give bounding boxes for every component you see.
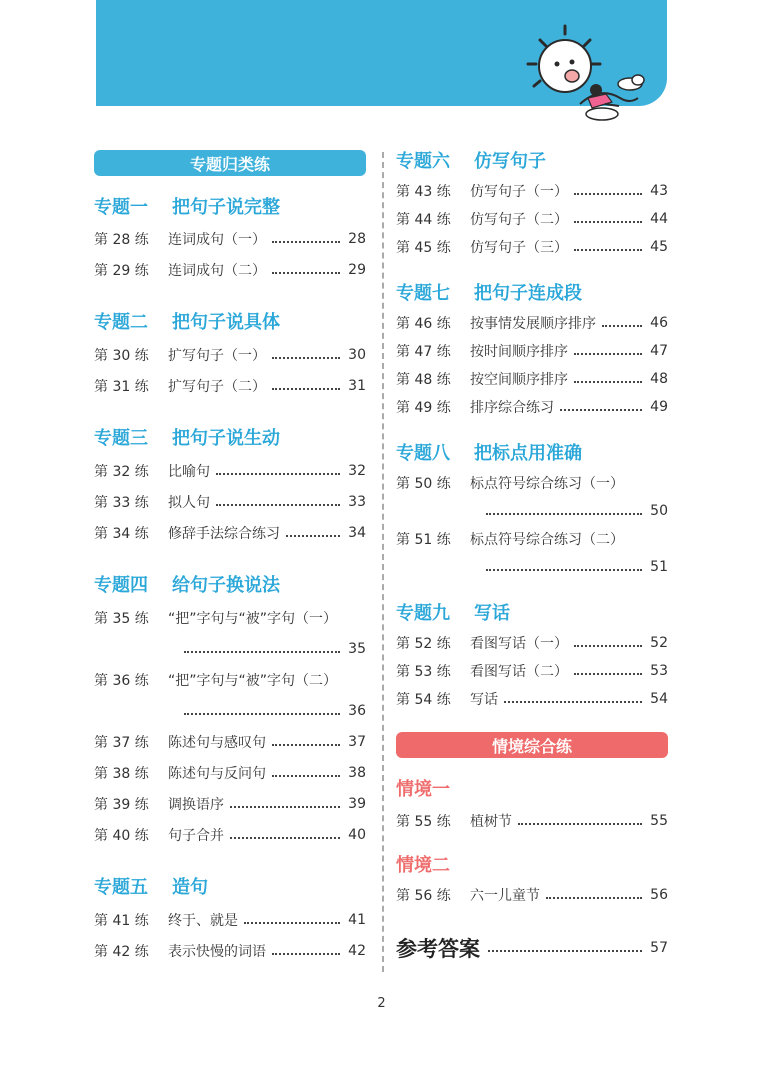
topic-heading: [94, 427, 366, 451]
lesson-title: 句子合并: [168, 828, 224, 844]
page-ref: 48: [650, 371, 668, 387]
toc-entry[interactable]: [396, 396, 668, 418]
dot-leader: [560, 409, 642, 411]
page-ref: 28: [348, 231, 366, 247]
topic-number: 专题二: [94, 312, 148, 333]
page-ref: 49: [650, 399, 668, 415]
lesson-number: 第 29 练: [94, 263, 149, 279]
dot-leader: [244, 922, 340, 924]
lesson-number: 第 30 练: [94, 348, 149, 364]
section-banner-topics: 专题归类练: [94, 150, 366, 176]
section-banner-scenes: 情境综合练: [396, 732, 668, 758]
topic-number: 专题七: [396, 283, 450, 304]
toc-entry[interactable]: [94, 669, 366, 691]
lesson-number: 第 37 练: [94, 735, 149, 751]
lesson-title: 修辞手法综合练习: [168, 526, 280, 542]
page-ref: 40: [348, 827, 366, 843]
dot-leader: [504, 701, 642, 703]
toc-entry[interactable]: [396, 528, 668, 550]
topic-title: 把标点用准确: [474, 443, 582, 464]
dot-leader: [546, 897, 642, 899]
page-ref: 47: [650, 343, 668, 359]
page-ref: 30: [348, 347, 366, 363]
page-ref: 52: [650, 635, 668, 651]
page-ref: 46: [650, 315, 668, 331]
lesson-title: “把”字句与“被”字句（二）: [168, 673, 338, 689]
dot-leader: [184, 651, 340, 653]
page-ref: 56: [650, 887, 668, 903]
lesson-title: 排序综合练习: [470, 400, 554, 416]
toc-entry[interactable]: [396, 810, 668, 832]
lesson-number: 第 34 练: [94, 526, 149, 542]
lesson-number: 第 50 练: [396, 476, 451, 492]
lesson-number: 第 28 练: [94, 232, 149, 248]
topic-heading: [94, 311, 366, 335]
lesson-title: 看图写话（一）: [470, 636, 568, 652]
page-ref: 29: [348, 262, 366, 278]
answers-title: 参考答案: [396, 937, 480, 961]
toc-entry[interactable]: [396, 208, 668, 230]
topic-number: 专题一: [94, 197, 148, 218]
left-column: [94, 150, 366, 962]
toc-entry[interactable]: [94, 909, 366, 931]
lesson-number: 第 53 练: [396, 664, 451, 680]
topic-heading: [396, 602, 668, 626]
dot-leader: [574, 353, 642, 355]
dot-leader: [272, 953, 340, 955]
lesson-title: 仿写句子（一）: [470, 184, 568, 200]
lesson-title: 仿写句子（三）: [470, 240, 568, 256]
topic-heading: [396, 150, 668, 174]
lesson-number: 第 55 练: [396, 814, 451, 830]
topic-heading: [94, 876, 366, 900]
topic-number: 专题五: [94, 877, 148, 898]
dot-leader: [216, 473, 340, 475]
lesson-number: 第 39 练: [94, 797, 149, 813]
toc-entry-continuation: [396, 556, 668, 578]
lesson-number: 第 42 练: [94, 944, 149, 960]
dot-leader: [216, 504, 340, 506]
page-ref: 42: [348, 943, 366, 959]
dot-leader: [574, 645, 642, 647]
toc-entry[interactable]: [94, 824, 366, 846]
page-ref: 44: [650, 211, 668, 227]
dot-leader: [230, 837, 340, 839]
lesson-title: 按时间顺序排序: [470, 344, 568, 360]
toc-entry[interactable]: [396, 312, 668, 334]
dot-leader: [272, 357, 340, 359]
lesson-title: 连词成句（二）: [168, 263, 266, 279]
page-ref: 51: [650, 559, 668, 575]
dot-leader: [488, 950, 642, 952]
lesson-title: 标点符号综合练习（一）: [470, 476, 624, 492]
topic-number: 专题四: [94, 575, 148, 596]
lesson-title: 比喻句: [168, 464, 210, 480]
dot-leader: [486, 513, 642, 515]
topic-title: 把句子说具体: [172, 312, 280, 333]
scene-heading: 情境二: [396, 855, 450, 876]
lesson-title: 按事情发展顺序排序: [470, 316, 596, 332]
toc-entry[interactable]: [94, 940, 366, 962]
toc-entry[interactable]: [396, 660, 668, 682]
topic-title: 写话: [474, 603, 510, 624]
lesson-title: 陈述句与感叹句: [168, 735, 266, 751]
dot-leader: [574, 381, 642, 383]
lesson-title: “把”字句与“被”字句（一）: [168, 611, 338, 627]
lesson-number: 第 56 练: [396, 888, 451, 904]
sun-mascot-illustration: [510, 18, 660, 128]
page-ref: 33: [348, 494, 366, 510]
page-ref: 35: [348, 641, 366, 657]
topic-title: 仿写句子: [474, 151, 546, 172]
toc-entry[interactable]: [396, 472, 668, 494]
toc-entry[interactable]: [396, 688, 668, 710]
toc-entry[interactable]: [396, 368, 668, 390]
lesson-number: 第 47 练: [396, 344, 451, 360]
lesson-title: 植树节: [470, 814, 512, 830]
toc-entry[interactable]: [396, 340, 668, 362]
toc-entry[interactable]: [396, 632, 668, 654]
topic-number: 专题九: [396, 603, 450, 624]
dot-leader: [574, 673, 642, 675]
dot-leader: [272, 272, 340, 274]
page-ref: 45: [650, 239, 668, 255]
toc-entry-continuation: [396, 500, 668, 522]
toc-entry[interactable]: [94, 259, 366, 281]
topic-title: 把句子说完整: [172, 197, 280, 218]
scene-heading: 情境一: [396, 779, 450, 800]
toc-entry[interactable]: [396, 236, 668, 258]
lesson-title: 连词成句（一）: [168, 232, 266, 248]
topic-heading: [396, 282, 668, 306]
topic-heading: [396, 442, 668, 466]
dot-leader: [272, 744, 340, 746]
right-column: [396, 150, 668, 962]
lesson-number: 第 52 练: [396, 636, 451, 652]
toc-entry[interactable]: [94, 731, 366, 753]
toc-entry-continuation: [94, 638, 366, 660]
page-ref: 36: [348, 703, 366, 719]
toc-entry[interactable]: [396, 884, 668, 906]
lesson-title: 调换语序: [168, 797, 224, 813]
lesson-number: 第 45 练: [396, 240, 451, 256]
topic-title: 给句子换说法: [172, 575, 280, 596]
lesson-title: 扩写句子（一）: [168, 348, 266, 364]
page-ref: 57: [650, 940, 668, 956]
lesson-number: 第 33 练: [94, 495, 149, 511]
toc-entry[interactable]: [94, 344, 366, 366]
dot-leader: [602, 325, 642, 327]
lesson-title: 表示快慢的词语: [168, 944, 266, 960]
page-ref: 37: [348, 734, 366, 750]
toc-entry[interactable]: [94, 491, 366, 513]
lesson-title: 陈述句与反问句: [168, 766, 266, 782]
dot-leader: [184, 713, 340, 715]
topic-heading: [94, 574, 366, 598]
lesson-number: 第 46 练: [396, 316, 451, 332]
lesson-number: 第 32 练: [94, 464, 149, 480]
topic-heading: [94, 196, 366, 220]
lesson-number: 第 35 练: [94, 611, 149, 627]
dot-leader: [574, 249, 642, 251]
lesson-title: 六一儿童节: [470, 888, 540, 904]
column-divider: [382, 152, 384, 972]
toc-entry[interactable]: [396, 180, 668, 202]
page-ref: 32: [348, 463, 366, 479]
lesson-number: 第 44 练: [396, 212, 451, 228]
dot-leader: [486, 569, 642, 571]
topic-title: 造句: [172, 877, 208, 898]
lesson-number: 第 48 练: [396, 372, 451, 388]
page-ref: 54: [650, 691, 668, 707]
lesson-number: 第 43 练: [396, 184, 451, 200]
toc-entry[interactable]: [94, 607, 366, 629]
lesson-title: 按空间顺序排序: [470, 372, 568, 388]
page-ref: 41: [348, 912, 366, 928]
page-ref: 53: [650, 663, 668, 679]
toc-entry[interactable]: [94, 228, 366, 250]
topic-number: 专题六: [396, 151, 450, 172]
dot-leader: [286, 535, 340, 537]
lesson-title: 仿写句子（二）: [470, 212, 568, 228]
toc-entry[interactable]: [94, 762, 366, 784]
lesson-number: 第 54 练: [396, 692, 451, 708]
lesson-title: 看图写话（二）: [470, 664, 568, 680]
lesson-number: 第 40 练: [94, 828, 149, 844]
dot-leader: [272, 388, 340, 390]
topic-number: 专题八: [396, 443, 450, 464]
dot-leader: [230, 806, 340, 808]
toc-entry-continuation: [94, 700, 366, 722]
answers-entry[interactable]: [396, 934, 668, 962]
lesson-title: 扩写句子（二）: [168, 379, 266, 395]
dot-leader: [574, 193, 642, 195]
lesson-title: 终于、就是: [168, 913, 238, 929]
lesson-number: 第 49 练: [396, 400, 451, 416]
dot-leader: [574, 221, 642, 223]
lesson-title: 写话: [470, 692, 498, 708]
page-ref: 38: [348, 765, 366, 781]
topic-title: 把句子说生动: [172, 428, 280, 449]
lesson-number: 第 41 练: [94, 913, 149, 929]
dot-leader: [272, 775, 340, 777]
dot-leader: [272, 241, 340, 243]
lesson-title: 标点符号综合练习（二）: [470, 532, 624, 548]
page-number: 2: [377, 996, 386, 1011]
lesson-number: 第 38 练: [94, 766, 149, 782]
page-ref: 50: [650, 503, 668, 519]
lesson-number: 第 31 练: [94, 379, 149, 395]
lesson-number: 第 51 练: [396, 532, 451, 548]
page-ref: 43: [650, 183, 668, 199]
page-ref: 55: [650, 813, 668, 829]
dot-leader: [518, 823, 642, 825]
topic-title: 把句子连成段: [474, 283, 582, 304]
toc-entry[interactable]: [94, 375, 366, 397]
page-ref: 34: [348, 525, 366, 541]
lesson-number: 第 36 练: [94, 673, 149, 689]
page-ref: 39: [348, 796, 366, 812]
lesson-title: 拟人句: [168, 495, 210, 511]
toc-entry[interactable]: [94, 793, 366, 815]
topic-number: 专题三: [94, 428, 148, 449]
toc-entry[interactable]: [94, 522, 366, 544]
page-ref: 31: [348, 378, 366, 394]
toc-entry[interactable]: [94, 460, 366, 482]
